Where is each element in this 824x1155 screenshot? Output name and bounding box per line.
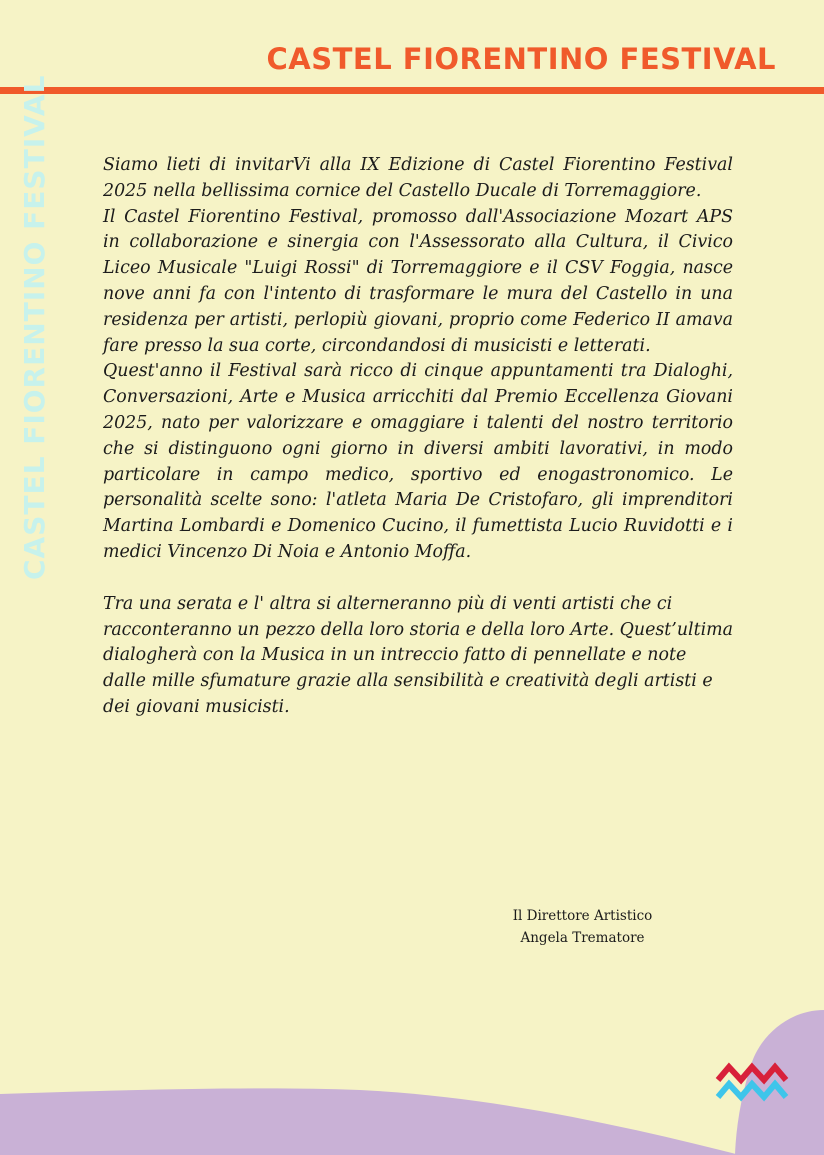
paragraph-1: Siamo lieti di invitarVi alla IX Edizione di Castel Fiorentino Festival 2025 nella bellissima cornice del Castello Ducale di Torremaggiore. [103,155,733,201]
signature-role: Il Direttore Artistico [512,908,653,924]
side-festival-title: CASTEL FIORENTINO FESTIVAL [18,74,51,580]
signature-name: Angela Trematore [520,930,645,946]
paragraph-2: Il Castel Fiorentino Festival, promosso dall'Associazione Mozart APS in collaborazione e sinergia con l'Assessorato alla Cultura, il Civico Liceo Musicale "Luigi Rossi" di Torremaggiore e il CSV Foggia, nasce nove anni fa con l'intento di trasformare le mura del Castello in una residenza per artisti, perlopiù giovani, proprio come Federico II amava fare presso la sua corte, circondandosi di musicisti e letterati. [103,206,733,356]
paragraph-4: Tra una serata e l' altra si alterneranno più di venti artisti che ci racconteranno un pezzo della loro storia e della loro Arte. Quest’ultima dialogherà con la Musica in un intreccio fatto di pennellate e note dalle mille sfumature grazie alla sensibilità e creatività degli artisti e dei giovani musicisti. [103,593,733,717]
paragraph-3: Quest'anno il Festival sarà ricco di cinque appuntamenti tra Dialoghi, Conversazioni, Arte e Musica arricchiti dal Premio Eccellenza Giovani 2025, nato per valorizzare e omaggiare i talenti del nostro territorio che si distinguono ogni giorno in diversi ambiti lavorativi, in modo particolare in campo medico, sportivo ed enogastronomico. Le personalità scelte sono: l'atleta Maria De Cristofaro, gli imprenditori Martina Lombardi e Domenico Cucino, il fumettista Lucio Ruvidotti e i medici Vincenzo Di Noia e Antonio Moffa. [103,361,733,562]
festival-title: CASTEL FIORENTINO FESTIVAL [266,42,776,76]
